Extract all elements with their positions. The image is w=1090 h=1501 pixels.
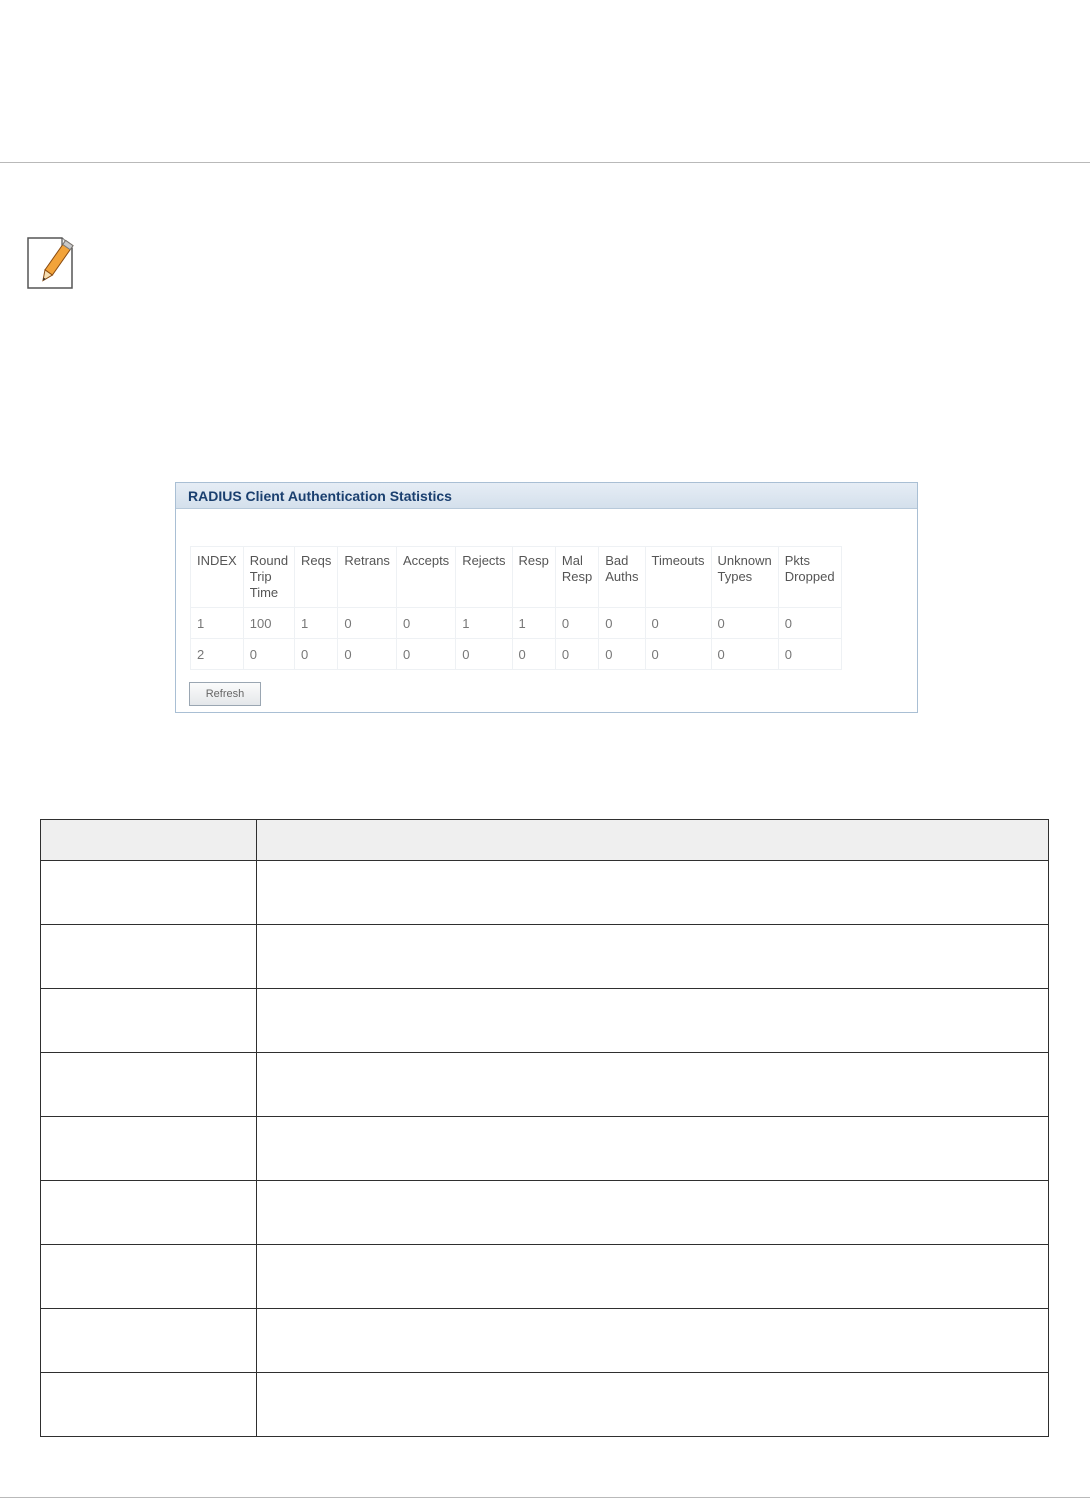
description-header-cell xyxy=(41,820,257,861)
table-cell xyxy=(257,1053,1049,1117)
table-row xyxy=(41,925,1049,989)
col-accepts: Accepts xyxy=(396,547,455,608)
col-rejects: Rejects xyxy=(456,547,512,608)
stats-header-row xyxy=(191,547,842,608)
table-row xyxy=(41,1117,1049,1181)
description-header-row xyxy=(41,820,1049,861)
table-cell xyxy=(41,1181,257,1245)
table-cell xyxy=(257,989,1049,1053)
table-cell xyxy=(41,861,257,925)
table-cell: 0 xyxy=(295,639,338,670)
table-cell: 0 xyxy=(396,639,455,670)
table-cell xyxy=(41,1373,257,1437)
panel-title: RADIUS Client Authentication Statistics xyxy=(176,483,917,509)
table-row xyxy=(41,989,1049,1053)
table-row xyxy=(41,1053,1049,1117)
table-cell xyxy=(41,1309,257,1373)
col-timeouts: Timeouts xyxy=(645,547,711,608)
table-cell xyxy=(257,1181,1049,1245)
table-row xyxy=(191,608,842,639)
table-cell: 0 xyxy=(778,608,841,639)
table-cell xyxy=(257,861,1049,925)
table-cell: 0 xyxy=(599,608,645,639)
table-cell: 0 xyxy=(555,608,598,639)
col-index: INDEX xyxy=(191,547,244,608)
col-unknown-types: Unknown Types xyxy=(711,547,778,608)
table-cell: 0 xyxy=(711,639,778,670)
table-cell xyxy=(257,1245,1049,1309)
col-round-trip-time: Round Trip Time xyxy=(243,547,294,608)
table-cell: 100 xyxy=(243,608,294,639)
table-cell: 1 xyxy=(512,608,555,639)
table-row xyxy=(41,1373,1049,1437)
table-row xyxy=(41,1309,1049,1373)
table-cell: 0 xyxy=(555,639,598,670)
table-cell: 0 xyxy=(512,639,555,670)
table-cell: 0 xyxy=(778,639,841,670)
col-mal-resp: Mal Resp xyxy=(555,547,598,608)
page-footer-rule xyxy=(0,1497,1090,1498)
col-bad-auths: Bad Auths xyxy=(599,547,645,608)
table-cell: 0 xyxy=(338,639,397,670)
table-cell: 0 xyxy=(645,639,711,670)
table-cell: 1 xyxy=(295,608,338,639)
table-cell: 2 xyxy=(191,639,244,670)
col-pkts-dropped: Pkts Dropped xyxy=(778,547,841,608)
table-cell xyxy=(41,1053,257,1117)
table-cell xyxy=(41,1245,257,1309)
table-cell: 0 xyxy=(645,608,711,639)
radius-stats-table xyxy=(190,546,842,670)
table-cell xyxy=(257,1373,1049,1437)
refresh-button[interactable]: Refresh xyxy=(189,682,261,706)
table-row xyxy=(41,1181,1049,1245)
table-cell: 0 xyxy=(396,608,455,639)
col-resp: Resp xyxy=(512,547,555,608)
table-cell xyxy=(41,1117,257,1181)
table-row xyxy=(41,1245,1049,1309)
table-cell: 0 xyxy=(243,639,294,670)
table-row xyxy=(191,639,842,670)
col-retrans: Retrans xyxy=(338,547,397,608)
table-row xyxy=(41,861,1049,925)
page-header-rule xyxy=(0,162,1090,163)
radius-stats-panel xyxy=(175,482,918,713)
table-cell xyxy=(257,1309,1049,1373)
table-cell xyxy=(257,925,1049,989)
table-cell: 1 xyxy=(191,608,244,639)
col-reqs: Reqs xyxy=(295,547,338,608)
table-cell: 0 xyxy=(711,608,778,639)
table-cell: 0 xyxy=(338,608,397,639)
description-header-cell xyxy=(257,820,1049,861)
table-cell xyxy=(41,989,257,1053)
note-pencil-icon xyxy=(24,230,80,292)
table-cell: 0 xyxy=(456,639,512,670)
table-cell: 1 xyxy=(456,608,512,639)
description-table xyxy=(40,819,1049,1437)
table-cell: 0 xyxy=(599,639,645,670)
table-cell xyxy=(41,925,257,989)
table-cell xyxy=(257,1117,1049,1181)
